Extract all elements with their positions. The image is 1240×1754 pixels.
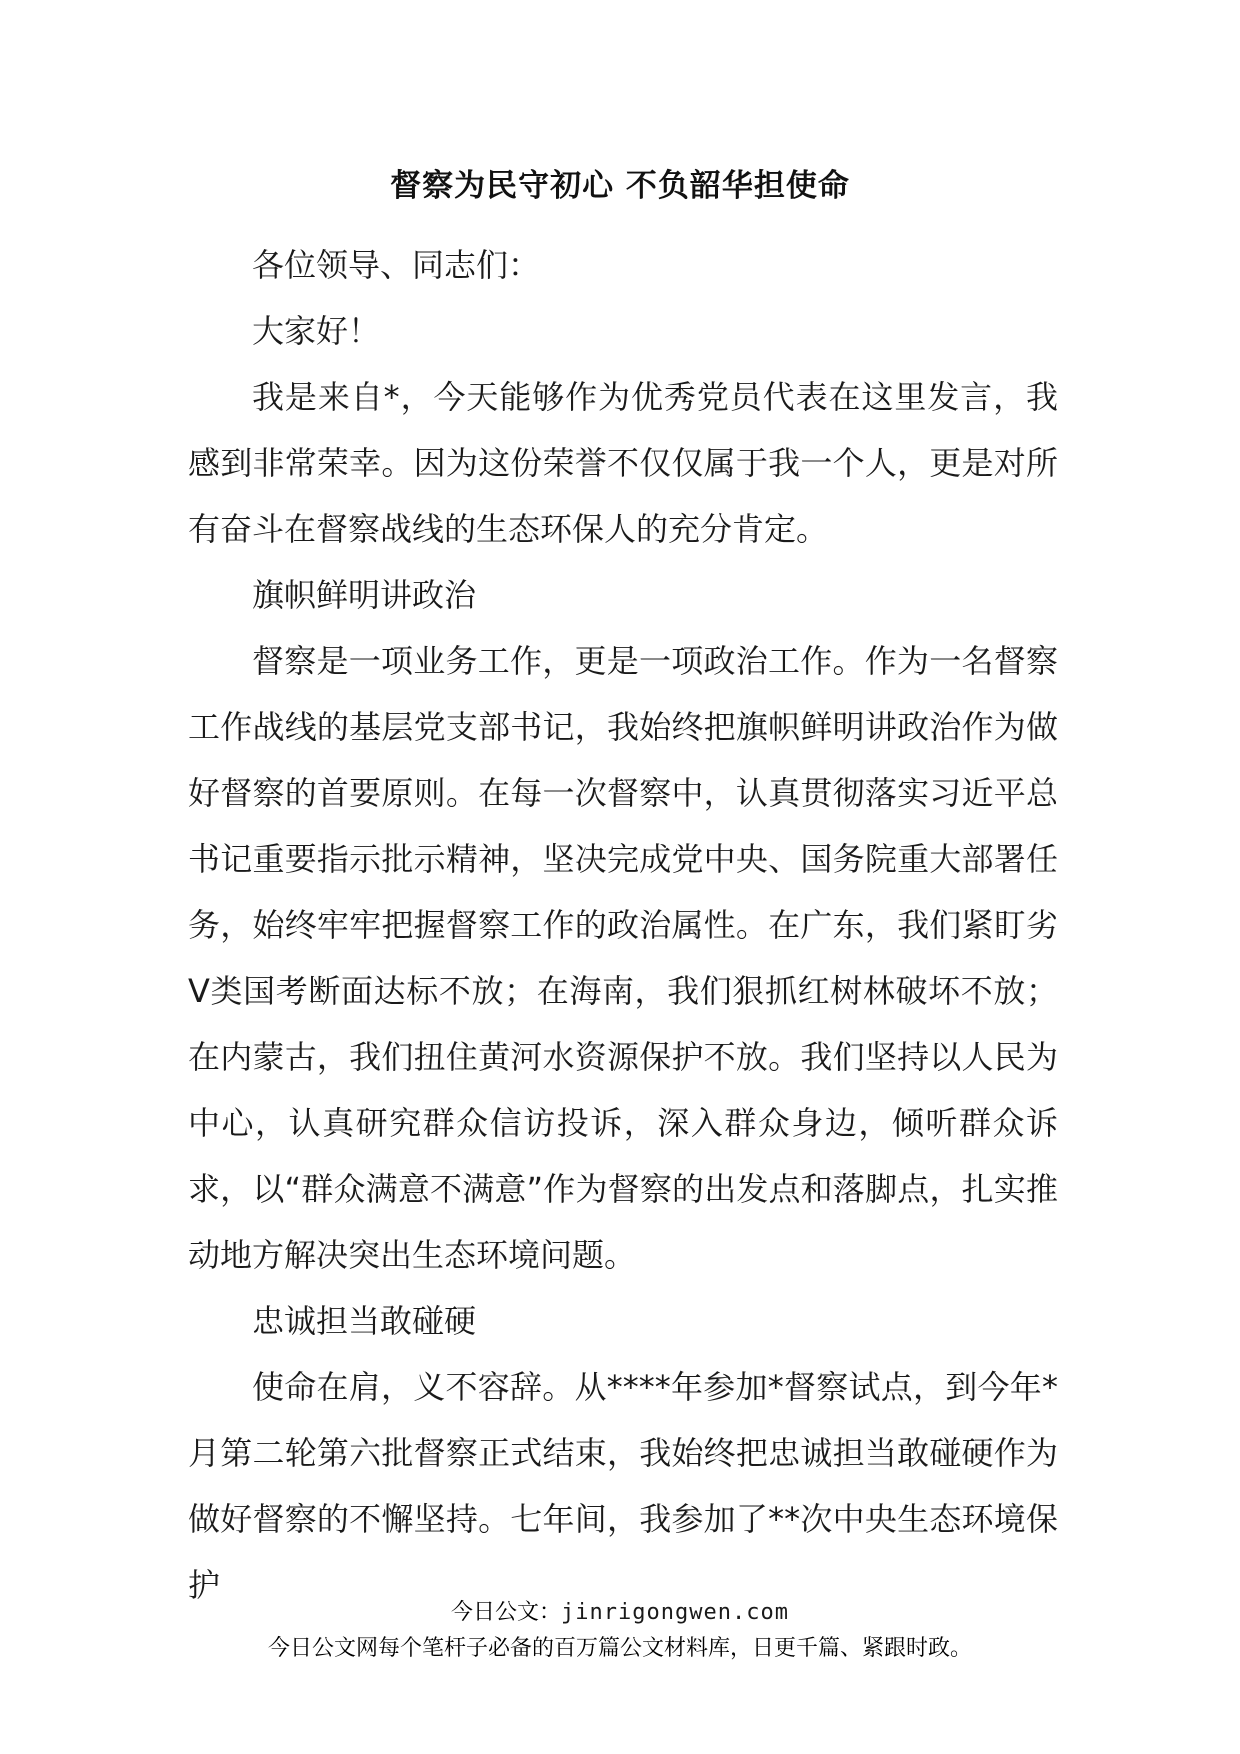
document-body [188,232,1058,1618]
section-heading-loyalty: 忠诚担当敢碰硬 [252,1302,477,1340]
footer-site-label: 今日公文： [451,1600,562,1625]
loyalty-paragraph: 使命在肩，义不容辞。从****年参加*督察试点，到今年*月第二轮第六批督察正式结束，我始终把忠诚担当敢碰硬作为做好督察的不懈坚持。七年间，我参加了**次中央生态环境保护 [188,1368,1058,1604]
footer-site-url[interactable]: jinrigongwen.com [561,1600,789,1625]
intro-paragraph: 我是来自*，今天能够作为优秀党员代表在这里发言，我感到非常荣幸。因为这份荣誉不仅仅属于我一个人，更是对所有奋斗在督察战线的生态环保人的充分肯定。 [188,378,1058,548]
document-title: 督察为民守初心 不负韶华担使命 [390,168,850,204]
politics-paragraph: 督察是一项业务工作，更是一项政治工作。作为一名督察工作战线的基层党支部书记，我始终把旗帜鲜明讲政治作为做好督察的首要原则。在每一次督察中，认真贯彻落实习近平总书记重要指示批示精神，坚决完成党中央、国务院重大部署任务，始终牢牢把握督察工作的政治属性。在广东，我们紧盯劣Ⅴ类国考断面达标不放；在海南，我们狠抓红树林破坏不放；在内蒙古，我们扭住黄河水资源保护不放。我们坚持以人民为中心，认真研究群众信访投诉，深入群众身边，倾听群众诉求，以“群众满意不满意”作为督察的出发点和落脚点，扎实推动地方解决突出生态环境问题。 [188,642,1058,1274]
footer-slogan: 今日公文网每个笔杆子必备的百万篇公文材料库，日更千篇、紧跟时政。 [267,1636,972,1661]
footer-site-line [0,1598,1240,1628]
greeting: 大家好！ [252,312,381,350]
salutation: 各位领导、同志们： [252,246,541,284]
section-heading-politics: 旗帜鲜明讲政治 [252,576,477,614]
